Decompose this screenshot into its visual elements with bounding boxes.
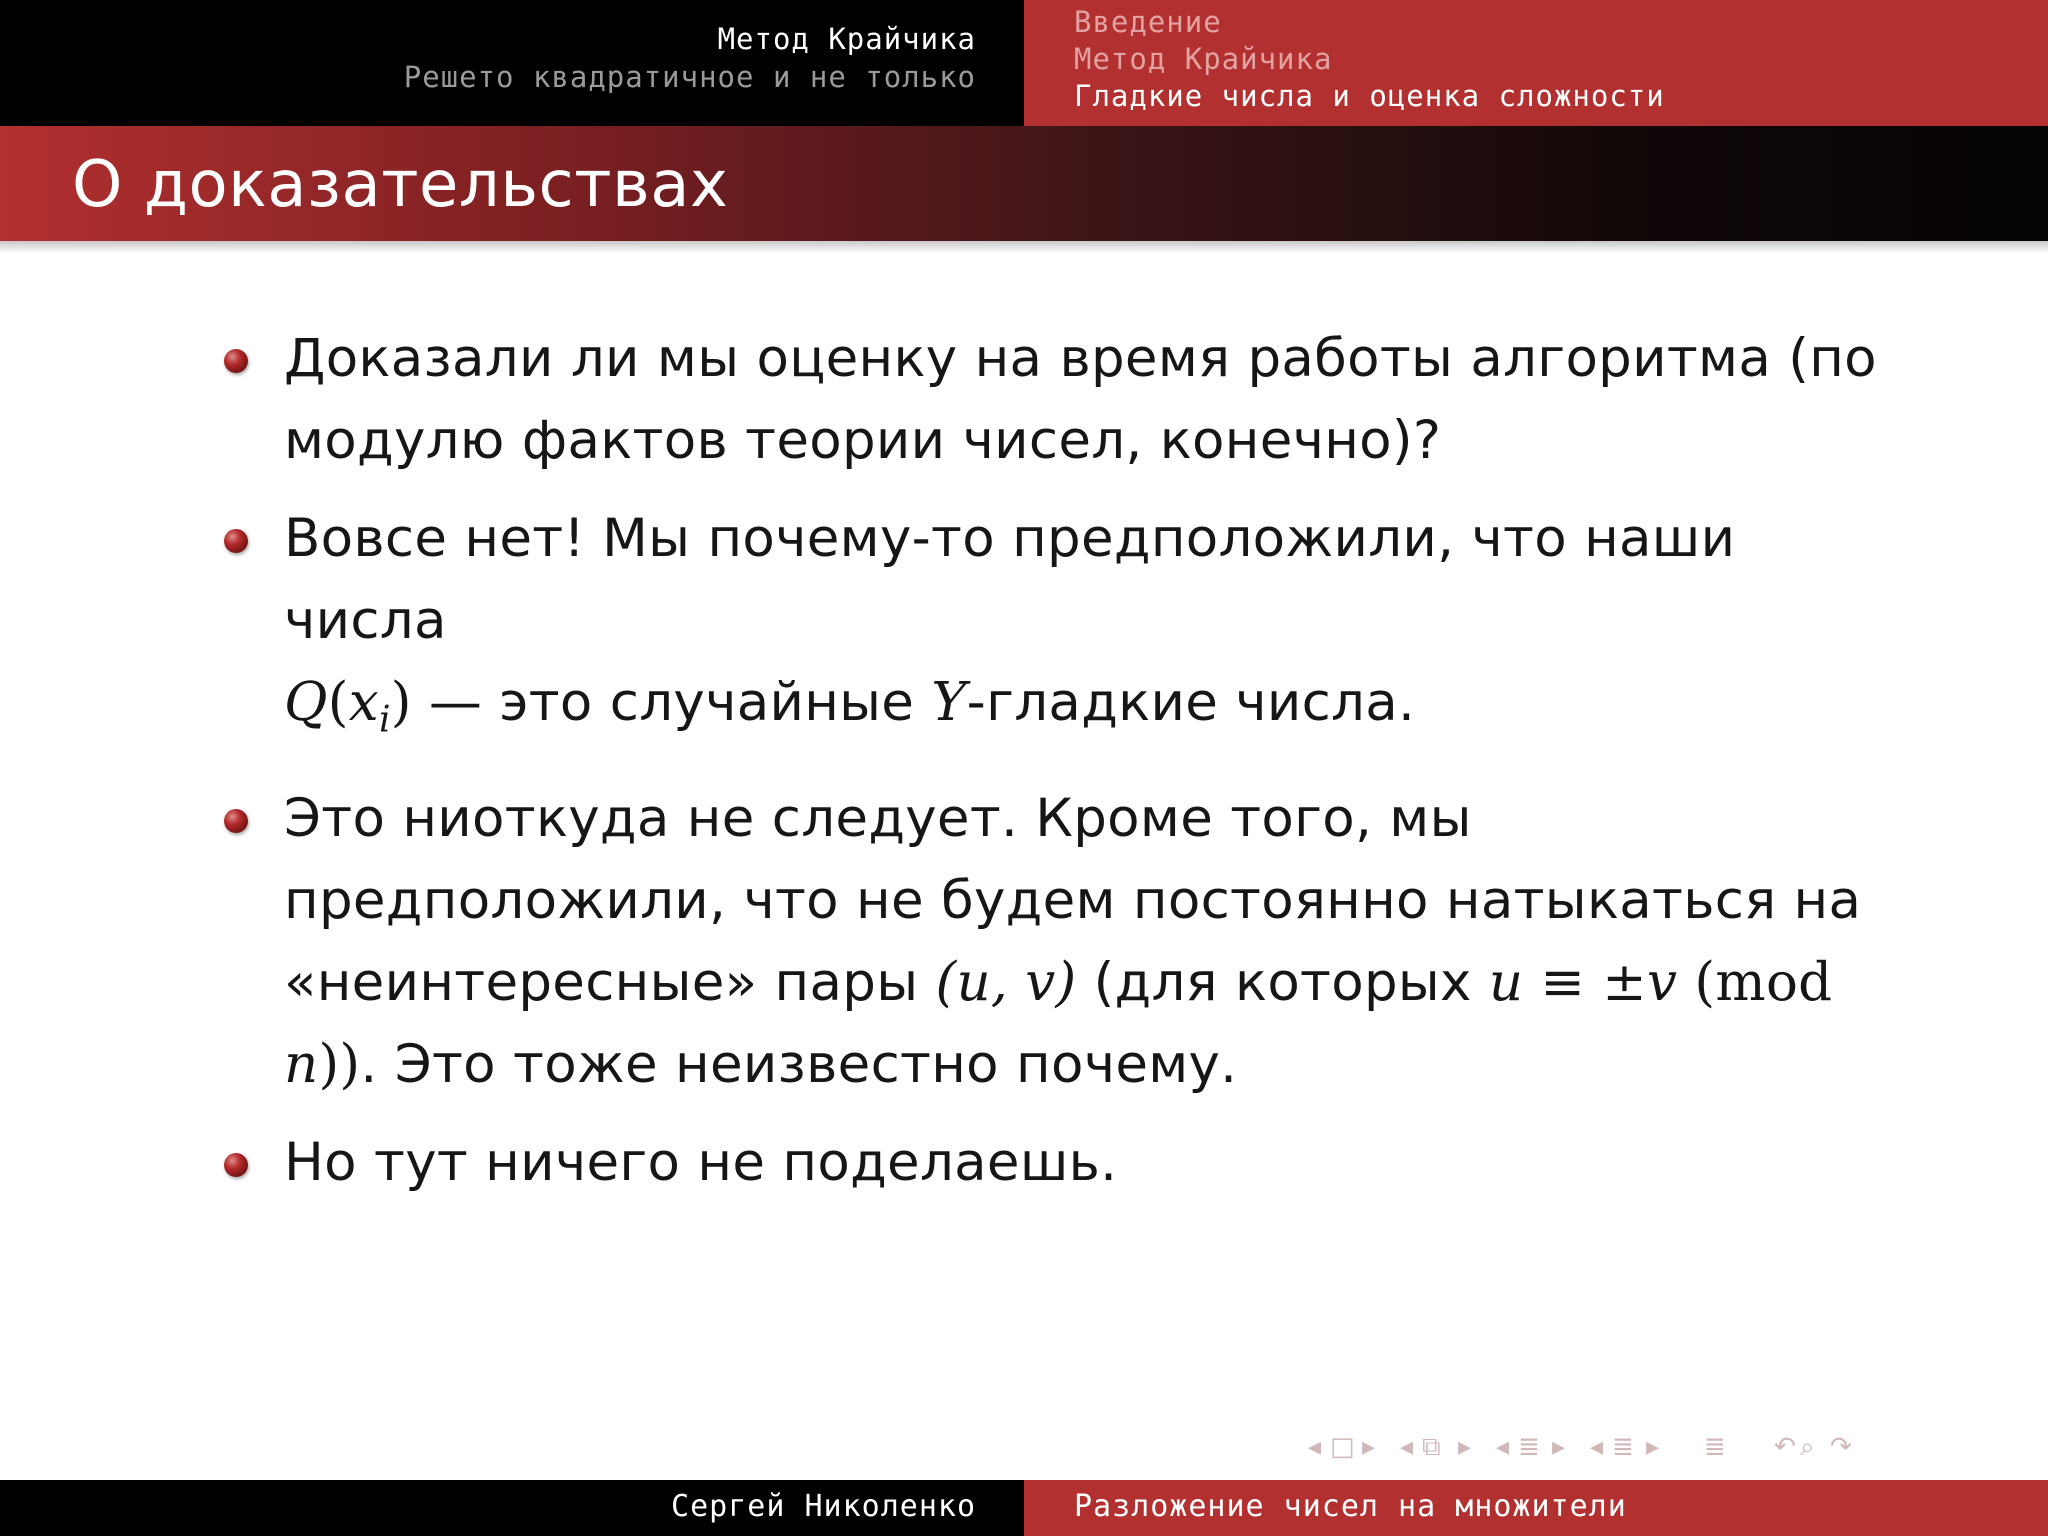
bullet-text: (для которых (1076, 951, 1489, 1013)
math-x: x (348, 672, 379, 733)
bullet-item-3 (220, 778, 1880, 1106)
math-close: )) (318, 1033, 361, 1095)
arrow-right-icon[interactable]: ▸ (1458, 1432, 1472, 1462)
nav-section-kraitchik-method[interactable]: Метод Крайчика (1074, 42, 1333, 76)
nav-section-introduction[interactable]: Введение (1074, 5, 1222, 39)
math-paren-close: ) (390, 672, 412, 733)
math-subscript-i: i (378, 699, 391, 741)
footer-right-panel (1024, 1480, 2048, 1536)
frame-title-bar (0, 126, 2048, 241)
bullet-text: -гладкие числа. (966, 672, 1416, 733)
bullet-text: Вовсе нет! Мы почему-то предположили, что наши числа (284, 508, 1736, 651)
bullet-item-2 (220, 498, 1880, 762)
math-q: Q (284, 672, 328, 733)
math-mod: (mod (1677, 951, 1833, 1013)
math-y: Y (931, 672, 967, 733)
bullet-ball-icon (224, 809, 248, 833)
redo-icon[interactable]: ↷ (1830, 1432, 1852, 1462)
header-section-navigation (1024, 0, 2048, 126)
frame-icon[interactable]: □ (1330, 1432, 1355, 1462)
undo-icon[interactable]: ↶ (1774, 1432, 1796, 1462)
bullet-ball-icon (224, 529, 248, 553)
bullet-ball-icon (224, 1153, 248, 1177)
footer-author: Сергей Николенко (671, 1489, 976, 1524)
math-n: n (284, 1033, 319, 1095)
search-icon[interactable]: ⌕ (1800, 1432, 1815, 1462)
bullet-text: Доказали ли мы оценку на время работы алгоритма (по модулю фактов теории чисел, конечно)? (284, 328, 1877, 471)
footer-talk-title: Разложение чисел на множители (1074, 1489, 1627, 1524)
bullet-text: . Это тоже неизвестно почему. (360, 1033, 1238, 1095)
bullet-item-1 (220, 318, 1880, 482)
arrow-left-icon[interactable]: ◂ (1400, 1432, 1414, 1462)
arrow-right-icon[interactable]: ▸ (1646, 1432, 1660, 1462)
slide-body (220, 318, 1880, 1220)
math-equiv: ≡ ± (1523, 951, 1648, 1013)
math-pair-uv: (u, v) (935, 951, 1077, 1013)
math-u: u (1488, 951, 1524, 1013)
math-v: v (1647, 951, 1678, 1013)
subsection-icon[interactable]: ⧉ (1422, 1432, 1441, 1462)
bullet-item-4 (220, 1122, 1880, 1204)
nav-section-smooth-numbers[interactable]: Гладкие числа и оценка сложности (1074, 79, 1665, 113)
navigation-symbols (1300, 1432, 2040, 1472)
arrow-right-icon[interactable]: ▸ (1362, 1432, 1376, 1462)
math-paren-open: ( (327, 672, 349, 733)
bullet-text: Но тут ничего не поделаешь. (284, 1131, 1118, 1193)
frame-title: О доказательствах (72, 148, 729, 222)
bullet-ball-icon (224, 349, 248, 373)
footer-left-panel (0, 1480, 1024, 1536)
arrow-right-icon[interactable]: ▸ (1552, 1432, 1566, 1462)
arrow-left-icon[interactable]: ◂ (1308, 1432, 1322, 1462)
title-bar-shadow (0, 241, 2048, 253)
header-presentation-subtitle[interactable]: Решето квадратичное и не только (403, 60, 976, 94)
arrow-left-icon[interactable]: ◂ (1496, 1432, 1510, 1462)
section-icon[interactable]: ≣ (1518, 1432, 1540, 1462)
appendix-icon[interactable]: ≣ (1704, 1432, 1726, 1462)
arrow-left-icon[interactable]: ◂ (1590, 1432, 1604, 1462)
bullet-text: — это случайные (411, 672, 932, 733)
subsection-align-icon[interactable]: ≣ (1612, 1432, 1634, 1462)
bullet-text: Это ниоткуда не следует. Кроме того, мы предположили, что не будем постоянно натыкаться на «неинтересные» пары (284, 787, 1862, 1013)
header-presentation-section[interactable]: Метод Крайчика (717, 22, 976, 56)
header-left-panel (0, 0, 1024, 126)
